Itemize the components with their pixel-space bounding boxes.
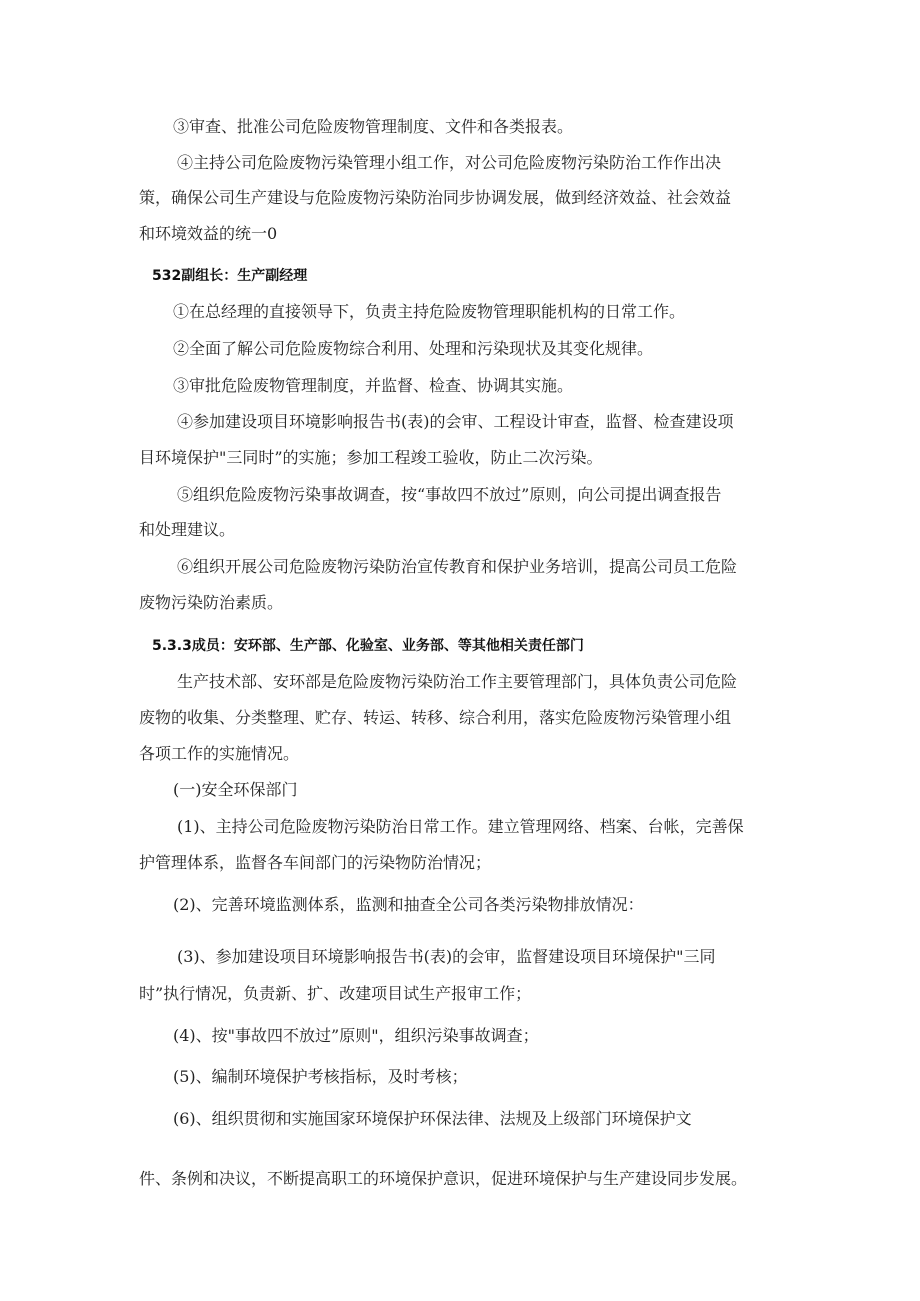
text-line: (3)、参加建设项目环境影响报告书(表)的会审，监督建设项目环境保护"三同 (177, 947, 716, 966)
text-line: 废物污染防治素质。 (139, 593, 284, 612)
text-line: ⑤组织危险废物污染事故调查，按“事故四不放过”原则，向公司提出调查报告 (177, 485, 722, 504)
text-line: ④参加建设项目环境影响报告书(表)的会审、工程设计审查，监督、检查建设项 (177, 412, 734, 431)
text-line: 策，确保公司生产建设与危险废物污染防治同步协调发展，做到经济效益、社会效益 (139, 188, 732, 207)
text-line: 目环境保护"三同时”的实施；参加工程竣工验收，防止二次污染。 (139, 448, 603, 467)
text-line: 护管理体系，监督各车间部门的污染物防治情况； (139, 853, 492, 872)
text-line: ④主持公司危险废物污染管理小组工作，对公司危险废物污染防治工作作出决 (177, 153, 722, 172)
text-line: 件、条例和决议，不断提高职工的环境保护意识，促进环境保护与生产建设同步发展。 (139, 1169, 748, 1188)
text-line: ③审批危险废物管理制度，并监督、检查、协调其实施。 (173, 376, 574, 395)
text-line: (一)安全环保部门 (173, 780, 298, 799)
text-line: ⑥组织开展公司危险废物污染防治宣传教育和保护业务培训，提高公司员工危险 (177, 557, 738, 576)
text-line: 时”执行情况，负责新、扩、改建项目试生产报审工作； (139, 984, 532, 1003)
section-heading-5-3-3: 5.3.3成员：安环部、生产部、化验室、业务部、等其他相关责任部门 (152, 638, 584, 654)
text-line: (6)、组织贯彻和实施国家环境保护环保法律、法规及上级部门环境保护文 (173, 1109, 692, 1128)
text-line: 废物的收集、分类整理、贮存、转运、转移、综合利用，落实危险废物污染管理小组 (139, 708, 732, 727)
text-line: ③审查、批准公司危险废物管理制度、文件和各类报表。 (173, 117, 574, 136)
text-line: 和环境效益的统一0 (139, 224, 278, 243)
text-line: 生产技术部、安环部是危险废物污染防治工作主要管理部门，具体负责公司危险 (177, 672, 738, 691)
text-line: 和处理建议。 (139, 520, 236, 539)
text-line: ①在总经理的直接领导下，负责主持危险废物管理职能机构的日常工作。 (173, 302, 686, 321)
text-line: 各项工作的实施情况。 (139, 744, 300, 763)
text-line: (2)、完善环境监测体系，监测和抽查全公司各类污染物排放情况： (173, 895, 644, 914)
section-heading-5-3-2: 532副组长：生产副经理 (152, 268, 308, 284)
text-line: (4)、按"事故四不放过”原则"，组织污染事故调查； (173, 1026, 539, 1045)
text-line: ②全面了解公司危险废物综合利用、处理和污染现状及其变化规律。 (173, 339, 654, 358)
text-line: (5)、编制环境保护考核指标，及时考核； (173, 1067, 468, 1086)
text-line: (1)、主持公司危险废物污染防治日常工作。建立管理网络、档案、台帐，完善保 (177, 817, 744, 836)
